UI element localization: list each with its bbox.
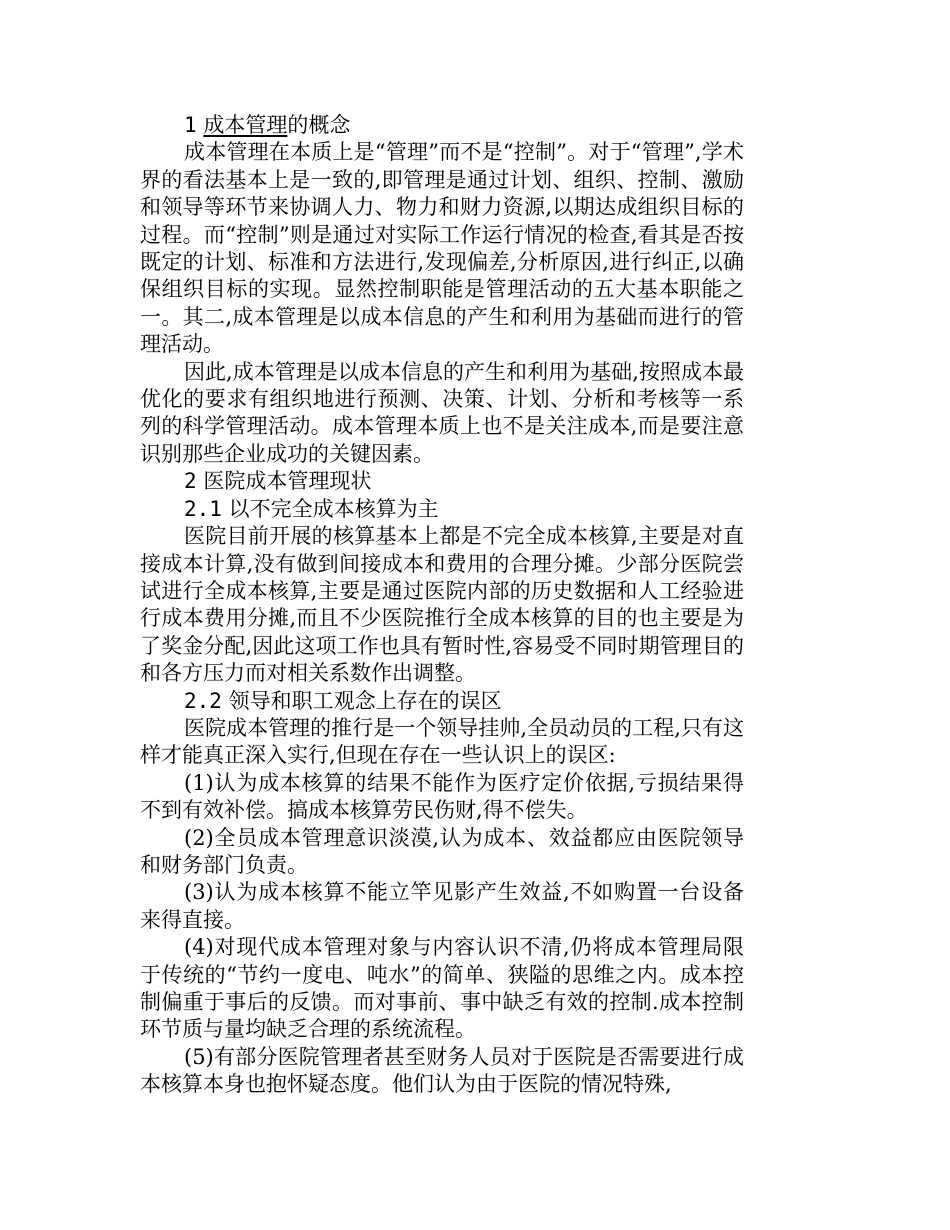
section-1-heading (140, 112, 744, 139)
section-1-paragraph-2: 因此,成本管理是以成本信息的产生和利用为基础,按照成本最优化的要求有组织地进行预测、决策、计划、分析和考核等一系列的科学管理活动。成本管理本质上也不是关注成本,而是要注意识别那些企业成功的关键因素。 (140, 359, 744, 466)
section-1-number: 1 (184, 113, 197, 137)
section-2-1-number: 2.1 (184, 496, 222, 521)
section-2-1-paragraph: 医院目前开展的核算基本上都是不完全成本核算,主要是对直接成本计算,没有做到间接成本和费用的合理分摊。少部分医院尝试进行全成本核算,主要是通过医院内部的历史数据和人工经验进行成本费用分摊,而且不少医院推行全成本核算的目的也主要是为了奖金分配,因此这项工作也具有暂时性,容易受不同时期管理目的和各方压力而对相关系数作出调整。 (140, 524, 744, 686)
section-2-number: 2 (184, 469, 197, 494)
section-2-heading-text: 医院成本管理现状 (203, 469, 372, 494)
section-2-heading (140, 468, 744, 495)
section-1-heading-rest: 的概念 (287, 113, 351, 137)
misconception-item-4: (4)对现代成本管理对象与内容认识不清,仍将成本管理局限于传统的“节约一度电、吨水”的简单、狭隘的思维之内。成本控制偏重于事后的反馈。而对事前、事中缺乏有效的控制.成本控制环节质与量均缺乏合理的系统流程。 (140, 935, 744, 1042)
misconception-item-3: (3)认为成本核算不能立竿见影产生效益,不如购置一台设备来得直接。 (140, 880, 744, 932)
section-2-2-number: 2.2 (184, 688, 222, 713)
misconception-item-1: (1)认为成本核算的结果不能作为医疗定价依据,亏损结果得不到有效补偿。搞成本核算劳民伤财,得不偿失。 (140, 770, 744, 823)
section-2-2-heading-text: 领导和职工观念上存在的误区 (228, 688, 502, 713)
misconception-item-2: (2)全员成本管理意识淡漠,认为成本、效益都应由医院领导和财务部门负责。 (140, 825, 744, 877)
section-1-paragraph-1: 成本管理在本质上是“管理”而不是“控制”。对于“管理”,学术界的看法基本上是一致的,即管理是通过计划、组织、控制、激励和领导等环节来协调人力、物力和财力资源,以期达成组织目标的过程。而“控制”则是通过对实际工作运行情况的检查,看其是否按既定的计划、标准和方法进行,发现偏差,分析原因,进行纠正,以确保组织目标的实现。显然控制职能是管理活动的五大基本职能之一。其二,成本管理是以成本信息的产生和利用为基础而进行的管理活动。 (140, 140, 744, 357)
cost-management-link[interactable]: 成本管理 (203, 113, 288, 137)
misconception-item-5: (5)有部分医院管理者甚至财务人员对于医院是否需要进行成本核算本身也抱怀疑态度。他们认为由于医院的情况特殊, (140, 1044, 744, 1097)
section-2-1-heading-text: 以不完全成本核算为主 (228, 496, 439, 521)
section-2-1-heading (140, 496, 744, 523)
section-2-2-intro: 医院成本管理的推行是一个领导挂帅,全员动员的工程,只有这样才能真正深入实行,但现在存在一些认识上的误区: (140, 715, 744, 768)
document-page (140, 112, 744, 1099)
section-2-2-heading (140, 688, 744, 715)
